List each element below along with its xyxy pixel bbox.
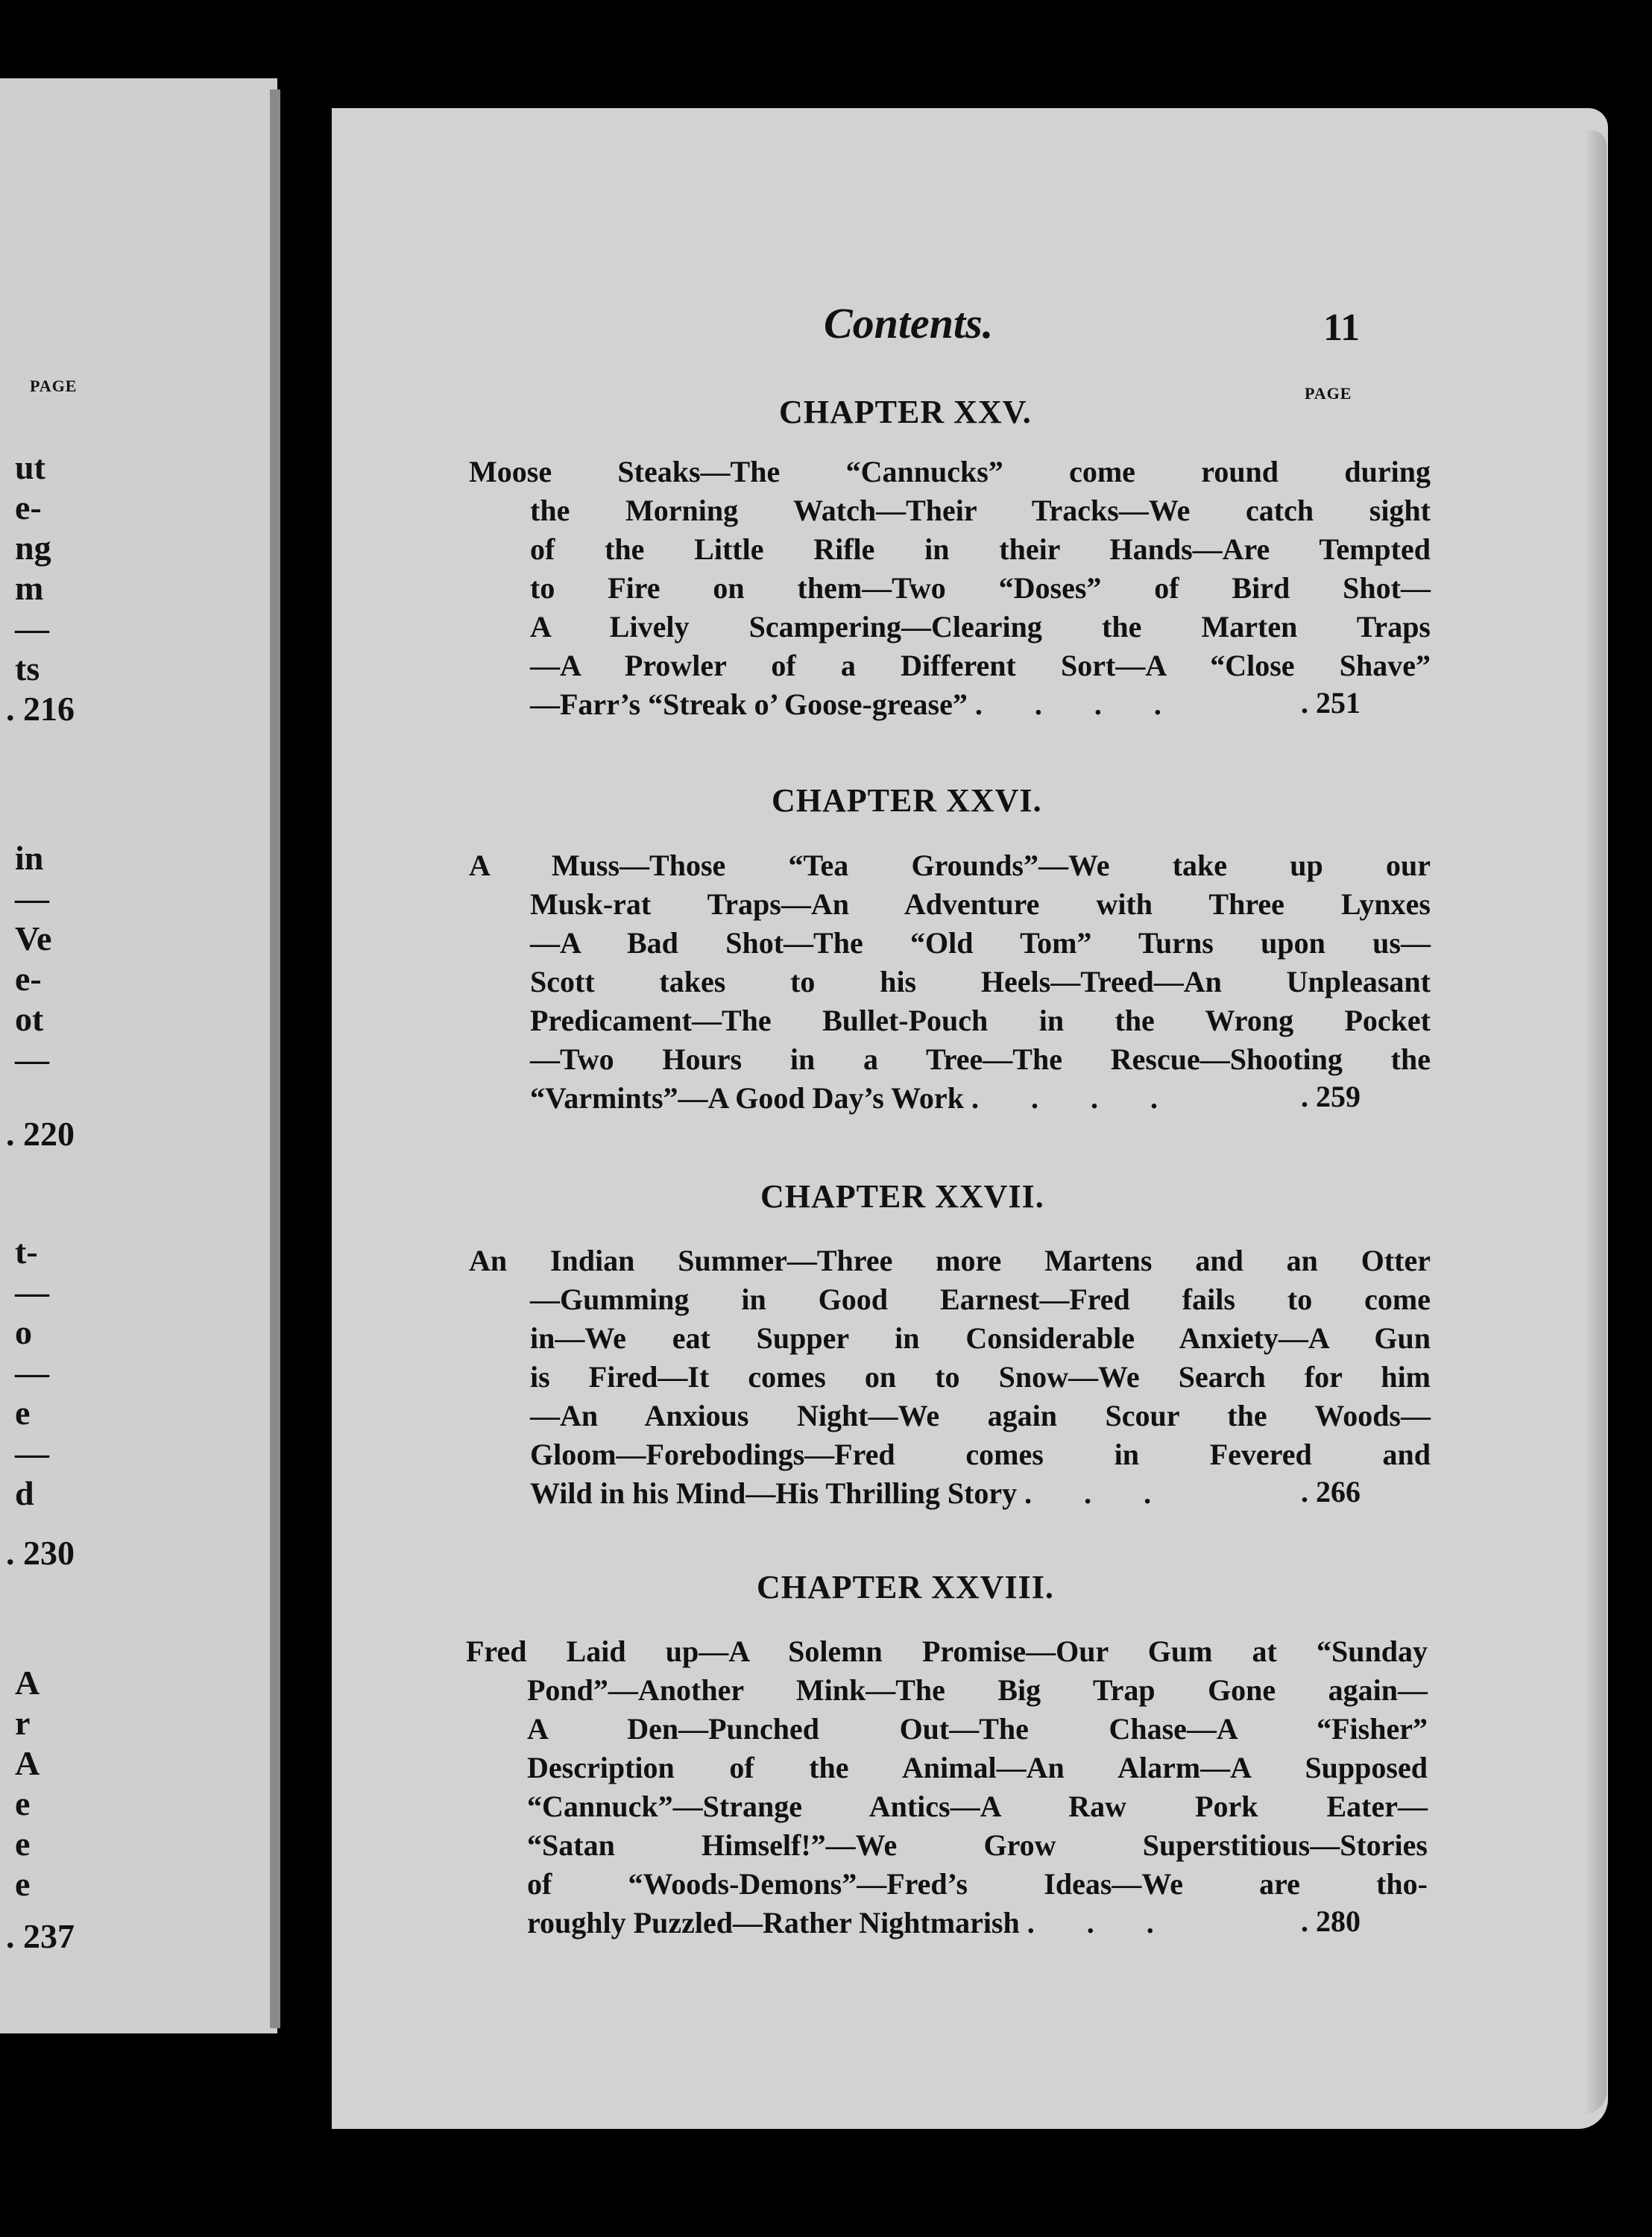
chapter-summary bbox=[469, 846, 1431, 1118]
summary-line: A Den—Punched Out—The Chase—A “Fisher” bbox=[527, 1712, 1428, 1746]
left-text-fragment: e- bbox=[15, 960, 42, 998]
summary-line-last bbox=[469, 1474, 1431, 1513]
summary-line: Fred Laid up—A Solemn Promise—Our Gum at “Sunday bbox=[466, 1635, 1428, 1668]
summary-line: —A Prowler of a Different Sort—A “Close Shave” bbox=[530, 649, 1431, 682]
left-text-fragment: ut bbox=[15, 448, 45, 486]
summary-line-last bbox=[469, 1079, 1431, 1118]
summary-line: to Fire on them—Two “Doses” of Bird Shot— bbox=[530, 571, 1431, 605]
left-text-fragment: d bbox=[15, 1474, 34, 1512]
summary-line: Musk-rat Traps—An Adventure with Three Lynxes bbox=[530, 887, 1431, 921]
summary-line: Description of the Animal—An Alarm—A Supposed bbox=[527, 1751, 1428, 1784]
left-text-fragment: o bbox=[15, 1313, 32, 1351]
summary-line: Moose Steaks—The “Cannucks” come round during bbox=[469, 455, 1431, 488]
left-text-fragment: e- bbox=[15, 488, 42, 526]
left-page bbox=[0, 78, 277, 2033]
summary-line: “Cannuck”—Strange Antics—A Raw Pork Eater— bbox=[527, 1790, 1428, 1823]
book-gutter bbox=[270, 89, 280, 2028]
dot-leader: . . . . bbox=[974, 688, 1184, 721]
summary-line: “Satan Himself!”—We Grow Superstitious—Stories bbox=[527, 1828, 1428, 1862]
chapter-summary bbox=[469, 453, 1431, 724]
summary-line: Gloom—Forebodings—Fred comes in Fevered and bbox=[530, 1438, 1431, 1471]
summary-line: is Fired—It comes on to Snow—We Search for him bbox=[530, 1360, 1431, 1394]
chapter-summary bbox=[466, 1632, 1428, 1942]
left-text-fragment: ts bbox=[15, 649, 40, 688]
dot-leader: . . . bbox=[1027, 1906, 1176, 1939]
left-text-fragment: m bbox=[15, 569, 44, 607]
left-text-fragment: e bbox=[15, 1394, 31, 1432]
dot-leader: . . . bbox=[1024, 1476, 1174, 1510]
summary-line-text: —Farr’s “Streak o’ Goose-grease” bbox=[530, 688, 968, 721]
summary-line-text: Wild in his Mind—His Thrilling Story bbox=[530, 1476, 1018, 1510]
summary-line: of the Little Rifle in their Hands—Are Tempted bbox=[530, 532, 1431, 566]
summary-line: —A Bad Shot—The “Old Tom” Turns upon us— bbox=[530, 926, 1431, 960]
summary-line: in—We eat Supper in Considerable Anxiety—A Gun bbox=[530, 1321, 1431, 1355]
left-page-label: PAGE bbox=[30, 377, 78, 395]
summary-line: Predicament—The Bullet-Pouch in the Wrong Pocket bbox=[530, 1004, 1431, 1037]
summary-line: —An Anxious Night—We again Scour the Woods— bbox=[530, 1399, 1431, 1432]
chapter-page-number: . 280 bbox=[1301, 1904, 1361, 1938]
left-text-fragment: — bbox=[15, 1353, 49, 1391]
chapter-page-number: . 259 bbox=[1301, 1080, 1361, 1113]
summary-line: An Indian Summer—Three more Martens and an Otter bbox=[469, 1244, 1431, 1277]
chapter-page-number: . 251 bbox=[1301, 686, 1361, 720]
chapter-page-number: . 266 bbox=[1301, 1475, 1361, 1508]
left-page-number: . 230 bbox=[6, 1534, 75, 1572]
left-text-fragment: A bbox=[15, 1744, 40, 1782]
left-text-fragment: e bbox=[15, 1865, 31, 1903]
left-text-fragment: r bbox=[15, 1704, 31, 1742]
left-page-number: . 216 bbox=[6, 690, 75, 728]
left-text-fragment: t- bbox=[15, 1233, 38, 1271]
page-column-label: PAGE bbox=[1305, 384, 1352, 403]
summary-line: A Lively Scampering—Clearing the Marten Traps bbox=[530, 610, 1431, 644]
dot-leader: . . . . bbox=[971, 1081, 1180, 1115]
summary-line-text: “Varmints”—A Good Day’s Work bbox=[530, 1081, 964, 1115]
left-text-fragment: e bbox=[15, 1784, 31, 1822]
summary-line: of “Woods-Demons”—Fred’s Ideas—We are tho- bbox=[527, 1867, 1428, 1901]
left-text-fragment: — bbox=[15, 1434, 49, 1472]
summary-line-last bbox=[469, 685, 1431, 724]
left-text-fragment: ot bbox=[15, 1000, 44, 1038]
left-text-fragment: — bbox=[15, 1040, 49, 1078]
running-title: Contents. bbox=[824, 299, 994, 347]
summary-line-text: roughly Puzzled—Rather Nightmarish bbox=[527, 1906, 1020, 1939]
left-page-number: . 220 bbox=[6, 1115, 75, 1153]
chapter-summary bbox=[469, 1242, 1431, 1513]
left-page-number: . 237 bbox=[6, 1917, 75, 1955]
right-page bbox=[332, 108, 1608, 2129]
chapter-heading: CHAPTER XXVII. bbox=[760, 1178, 1044, 1215]
page-edge-shadow bbox=[1584, 130, 1607, 2114]
summary-line: Scott takes to his Heels—Treed—An Unpleasant bbox=[530, 965, 1431, 998]
chapter-heading: CHAPTER XXVIII. bbox=[757, 1569, 1054, 1605]
chapter-heading: CHAPTER XXV. bbox=[779, 394, 1032, 430]
summary-line: the Morning Watch—Their Tracks—We catch sight bbox=[530, 494, 1431, 527]
left-text-fragment: in bbox=[15, 839, 44, 877]
summary-line: A Muss—Those “Tea Grounds”—We take up our bbox=[469, 849, 1431, 882]
summary-line: —Gumming in Good Earnest—Fred fails to come bbox=[530, 1283, 1431, 1316]
chapter-heading: CHAPTER XXVI. bbox=[772, 782, 1042, 819]
summary-line: Pond”—Another Mink—The Big Trap Gone again— bbox=[527, 1673, 1428, 1707]
left-text-fragment: — bbox=[15, 609, 49, 647]
left-text-fragment: Ve bbox=[15, 919, 52, 957]
summary-line: —Two Hours in a Tree—The Rescue—Shooting the bbox=[530, 1042, 1431, 1076]
left-text-fragment: e bbox=[15, 1825, 31, 1863]
left-text-fragment: A bbox=[15, 1664, 40, 1702]
page-number: 11 bbox=[1323, 306, 1361, 349]
summary-line-last bbox=[466, 1904, 1428, 1942]
left-text-fragment: — bbox=[15, 1273, 49, 1311]
left-text-fragment: — bbox=[15, 879, 49, 917]
left-text-fragment: ng bbox=[15, 529, 51, 567]
